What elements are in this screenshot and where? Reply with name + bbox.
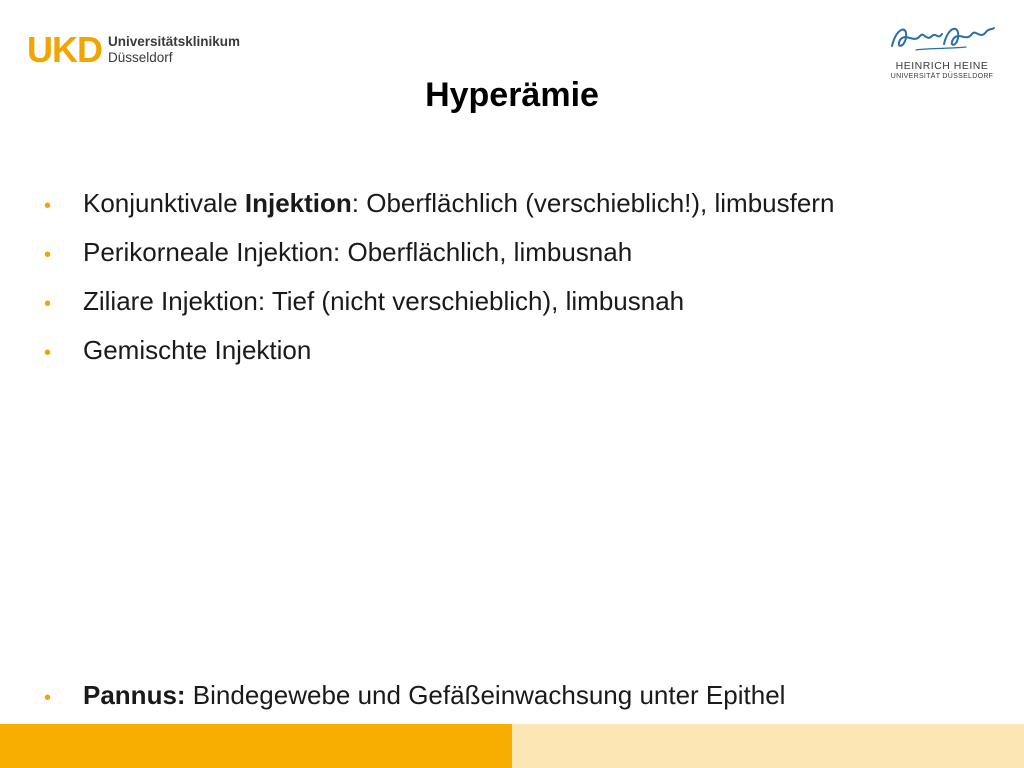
slide-title: Hyperämie	[425, 76, 599, 114]
bullet-item	[44, 335, 834, 384]
bullet-icon: •	[44, 244, 52, 266]
ukd-logo-line1: Universitätsklinikum	[108, 34, 241, 49]
bullet-text: Perikorneale Injektion: Oberflächlich, limbusnah	[83, 237, 633, 267]
bullet-item	[44, 286, 834, 335]
bullet-icon: •	[44, 293, 52, 315]
hhu-logo-subtitle: UNIVERSITÄT DÜSSELDORF	[890, 73, 994, 80]
ukd-logo-line2: Düsseldorf	[108, 50, 173, 65]
bullet-text	[83, 680, 785, 711]
bottom-bullet-item	[44, 680, 785, 729]
bullet-text-bold: Injektion	[244, 188, 352, 218]
footer-bar-left	[0, 724, 512, 768]
bullet-text	[83, 188, 834, 219]
bullet-text: Ziliare Injektion: Tief (nicht verschieblich), limbusnah	[83, 286, 685, 316]
bullet-icon: •	[44, 195, 52, 217]
heine-signature-icon	[886, 18, 998, 58]
bullet-text: Gemischte Injektion	[83, 335, 312, 365]
bullet-item	[44, 237, 834, 286]
bullet-list	[44, 188, 834, 384]
footer-bar-right	[512, 724, 1024, 768]
ukd-logo-text	[108, 34, 240, 66]
bullet-icon: •	[44, 687, 52, 709]
hhu-logo-name: HEINRICH HEINE	[895, 60, 989, 72]
ukd-logo-mark: UKD	[27, 29, 102, 70]
ukd-logo	[27, 29, 241, 70]
bullet-text-prefix: Konjunktivale	[83, 188, 245, 218]
bullet-icon: •	[44, 342, 52, 364]
hhu-logo	[886, 18, 998, 80]
bullet-text-rest: Bindegewebe und Gefäßeinwachsung unter Epithel	[185, 680, 786, 710]
bullet-text-bold: Pannus:	[83, 680, 186, 710]
bullet-item	[44, 188, 834, 237]
bullet-text-rest: : Oberflächlich (verschieblich!), limbusfern	[351, 188, 835, 218]
